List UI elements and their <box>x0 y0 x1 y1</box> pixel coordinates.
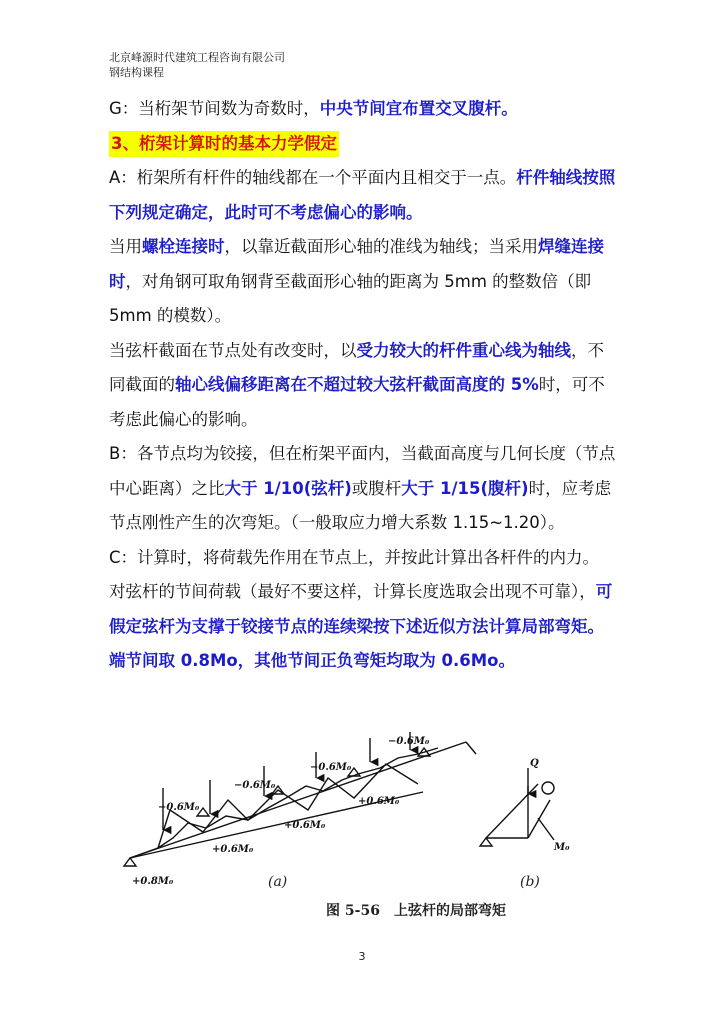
page-header <box>109 50 285 80</box>
label-pos-1: +0.6M₀ <box>212 844 254 855</box>
figure-caption: 图 5-56 上弦杆的局部弯矩 <box>326 903 506 919</box>
subfigure-a-label: (a) <box>268 874 288 890</box>
document-body <box>109 92 619 679</box>
chord-load-paragraph: 对弦杆的节间荷载（最好不要这样，计算长度选取会出现不可靠），可假定弦杆为支撑于铰接节点的连续梁按下述近似方法计算局部弯矩。端节间取 0.8Mo，其他节间正负弯矩均取为 0.6Mo。 <box>109 582 613 670</box>
bolt-weld-paragraph: 当用螺栓连接时，以靠近截面形心轴的准线为轴线；当采用焊缝连接时，对角钢可取角钢背至截面形心轴的距离为 5mm 的整数倍（即 5mm 的模数）。 <box>109 237 604 325</box>
label-q: Q <box>530 758 539 769</box>
subfigure-b-label: (b) <box>520 874 540 890</box>
item-g: G：当桁架节间数为奇数时，中央节间宜布置交叉腹杆。 <box>109 99 518 118</box>
chord-section-paragraph: 当弦杆截面在节点处有改变时，以受力较大的杆件重心线为轴线，不同截面的轴心线偏移距离在不超过较大弦杆截面高度的 5%时，可不考虑此偏心的影响。 <box>109 340 605 429</box>
detail-hinge <box>542 782 554 794</box>
label-pos-3: +0.6M₀ <box>358 796 400 807</box>
item-a: A：桁架所有杆件的轴线都在一个平面内且相交于一点。杆件轴线按照下列规定确定，此时可不考虑偏心的影响。 <box>109 168 616 222</box>
detail-chord <box>486 784 538 838</box>
support <box>124 858 136 866</box>
label-m0: M₀ <box>554 842 570 853</box>
label-neg-3: −0.6M₀ <box>310 762 352 773</box>
label-end-moment: +0.8M₀ <box>132 876 174 887</box>
company-name: 北京峰源时代建筑工程咨询有限公司 <box>109 51 285 64</box>
figure-5-56 <box>118 728 588 928</box>
truss-moment-diagram <box>118 728 588 898</box>
top-chord <box>130 742 466 858</box>
detail-support <box>480 838 492 846</box>
section-3-heading: 3、桁架计算时的基本力学假定 <box>109 127 619 162</box>
chord-end <box>466 742 476 754</box>
item-b: B：各节点均为铰接，但在桁架平面内，当截面高度与几何长度（节点中心距离）之比大于 1/10(弦杆)或腹杆大于 1/15(腹杆)时，应考虑节点刚性产生的次弯矩。（一般取应力增大系数 1.15~1.20）。 <box>109 444 616 532</box>
item-c: C：计算时，将荷载先作用在节点上，并按此计算出各杆件的内力。 <box>109 547 600 567</box>
label-neg-1: −0.6M₀ <box>158 802 200 813</box>
page-number: 3 <box>358 950 366 963</box>
label-neg-2: −0.6M₀ <box>234 780 276 791</box>
label-neg-4: −0.6M₀ <box>388 736 430 747</box>
moment-leader <box>538 818 554 840</box>
label-pos-2: +0.6M₀ <box>284 820 326 831</box>
course-name: 钢结构课程 <box>109 66 164 79</box>
